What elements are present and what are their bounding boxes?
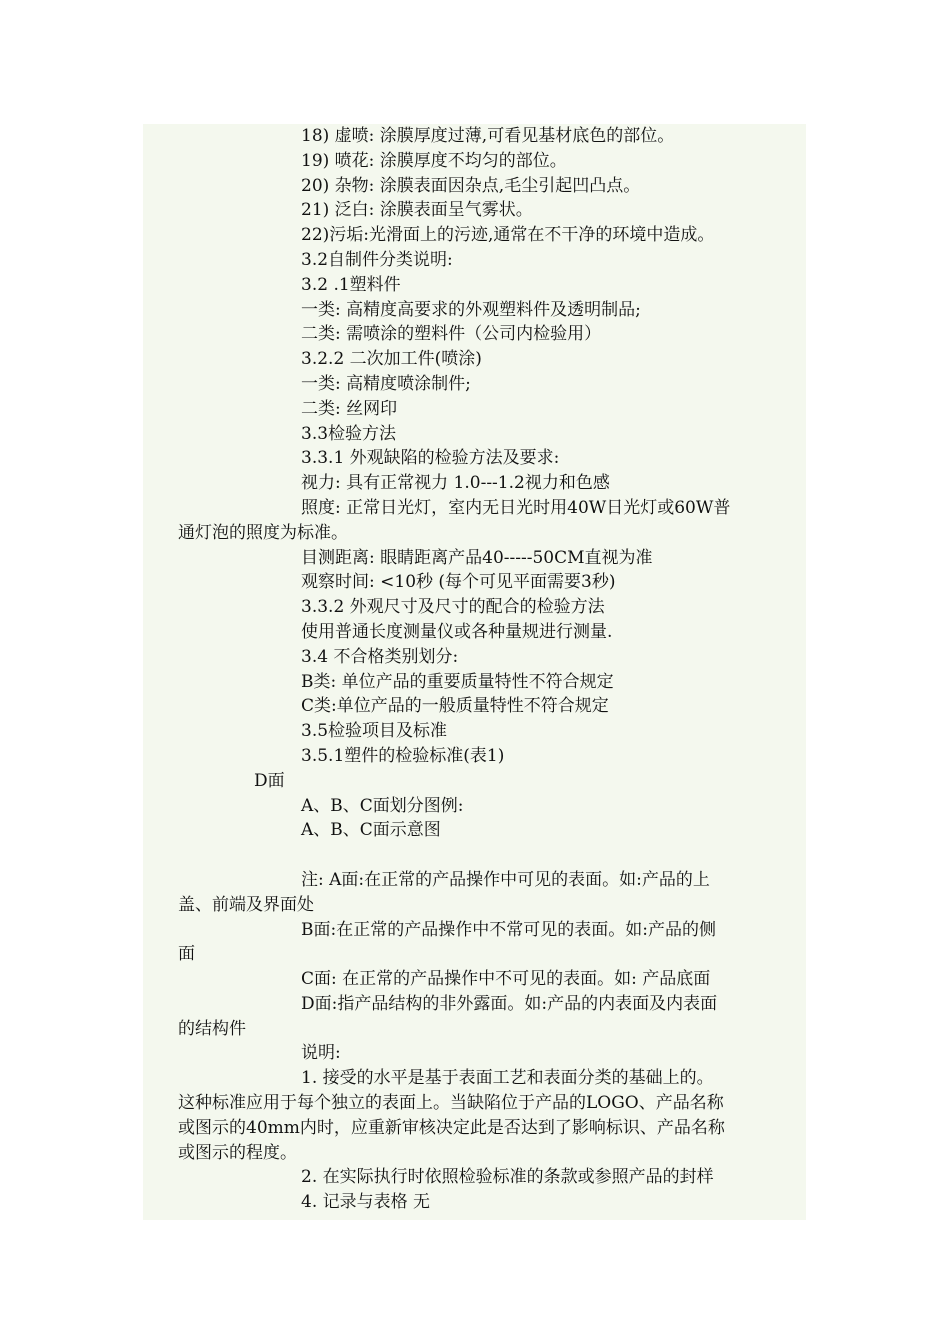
text-line-continuation: 或图示的程度。 [178,1142,297,1163]
text-line: 使用普通长度测量仪或各种量规进行测量. [301,621,613,642]
section-heading: 3.3检验方法 [301,423,397,444]
text-line-continuation: 通灯泡的照度为标准。 [178,522,348,543]
figure-label: D面 [254,770,285,791]
subsection-heading: 3.3.2 外观尺寸及尺寸的配合的检验方法 [301,597,605,618]
document-body [178,124,778,1215]
blank-line [178,843,778,868]
subsection-heading: 3.5.1塑件的检验标准(表1) [301,745,505,766]
text-line: 目测距离: 眼睛距离产品40-----50CM直视为准 [301,547,653,568]
text-line-continuation: 或图示的40mm内时，应重新审核决定此是否达到了影响标识、产品名称 [178,1117,725,1138]
text-line: 二类: 丝网印 [301,398,398,419]
text-line: C面: 在正常的产品操作中不可见的表面。如: 产品底面 [301,969,711,990]
text-line: C类:单位产品的一般质量特性不符合规定 [301,696,609,717]
text-line: B类: 单位产品的重要质量特性不符合规定 [301,671,614,692]
section-heading: 3.2自制件分类说明: [301,249,453,270]
text-line: 22)污垢:光滑面上的污迹,通常在不干净的环境中造成。 [301,225,715,246]
text-line: 20) 杂物: 涂膜表面因杂点,毛尘引起凹凸点。 [301,175,641,196]
text-line: 1. 接受的水平是基于表面工艺和表面分类的基础上的。 [301,1068,714,1089]
subsection-heading: 3.2 .1塑料件 [301,274,401,295]
text-line: 视力: 具有正常视力 1.0---1.2视力和色感 [301,473,610,494]
subsection-heading: 3.2.2 二次加工件(喷涂) [301,349,482,370]
text-line: 注: A面:在正常的产品操作中可见的表面。如:产品的上 [301,869,710,890]
text-line: A、B、C面划分图例: [301,795,464,816]
text-line: 2. 在实际执行时依照检验标准的条款或参照产品的封样 [301,1167,714,1188]
section-heading: 3.4 不合格类别划分: [301,646,459,667]
text-line: B面:在正常的产品操作中不常可见的表面。如:产品的侧 [301,919,716,940]
section-heading: 3.5检验项目及标准 [301,721,448,742]
text-line: 观察时间: <10秒 (每个可见平面需要3秒) [301,572,616,593]
text-line: 21) 泛白: 涂膜表面呈气雾状。 [301,200,533,221]
text-line-continuation: 这种标准应用于每个独立的表面上。当缺陷位于产品的LOGO、产品名称 [178,1093,724,1114]
text-line-continuation: 的结构件 [178,1018,246,1039]
text-line: 照度: 正常日光灯，室内无日光时用40W日光灯或60W普 [301,497,731,518]
text-line: 18) 虚喷: 涂膜厚度过薄,可看见基材底色的部位。 [301,126,675,146]
section-heading: 4. 记录与表格 无 [301,1192,431,1213]
text-line: 一类: 高精度高要求的外观塑料件及透明制品; [301,299,641,320]
text-line-continuation: 盖、前端及界面处 [178,894,314,915]
subsection-heading: 3.3.1 外观缺陷的检验方法及要求: [301,448,560,469]
text-line: 二类: 需喷涂的塑料件（公司内检验用） [301,324,602,345]
text-line: 19) 喷花: 涂膜厚度不均匀的部位。 [301,150,567,171]
text-line-continuation: 面 [178,944,195,965]
text-line: 一类: 高精度喷涂制件; [301,373,471,394]
text-line: 说明: [301,1043,341,1064]
text-line: D面:指产品结构的非外露面。如:产品的内表面及内表面 [301,993,718,1014]
text-line: A、B、C面示意图 [301,820,441,841]
